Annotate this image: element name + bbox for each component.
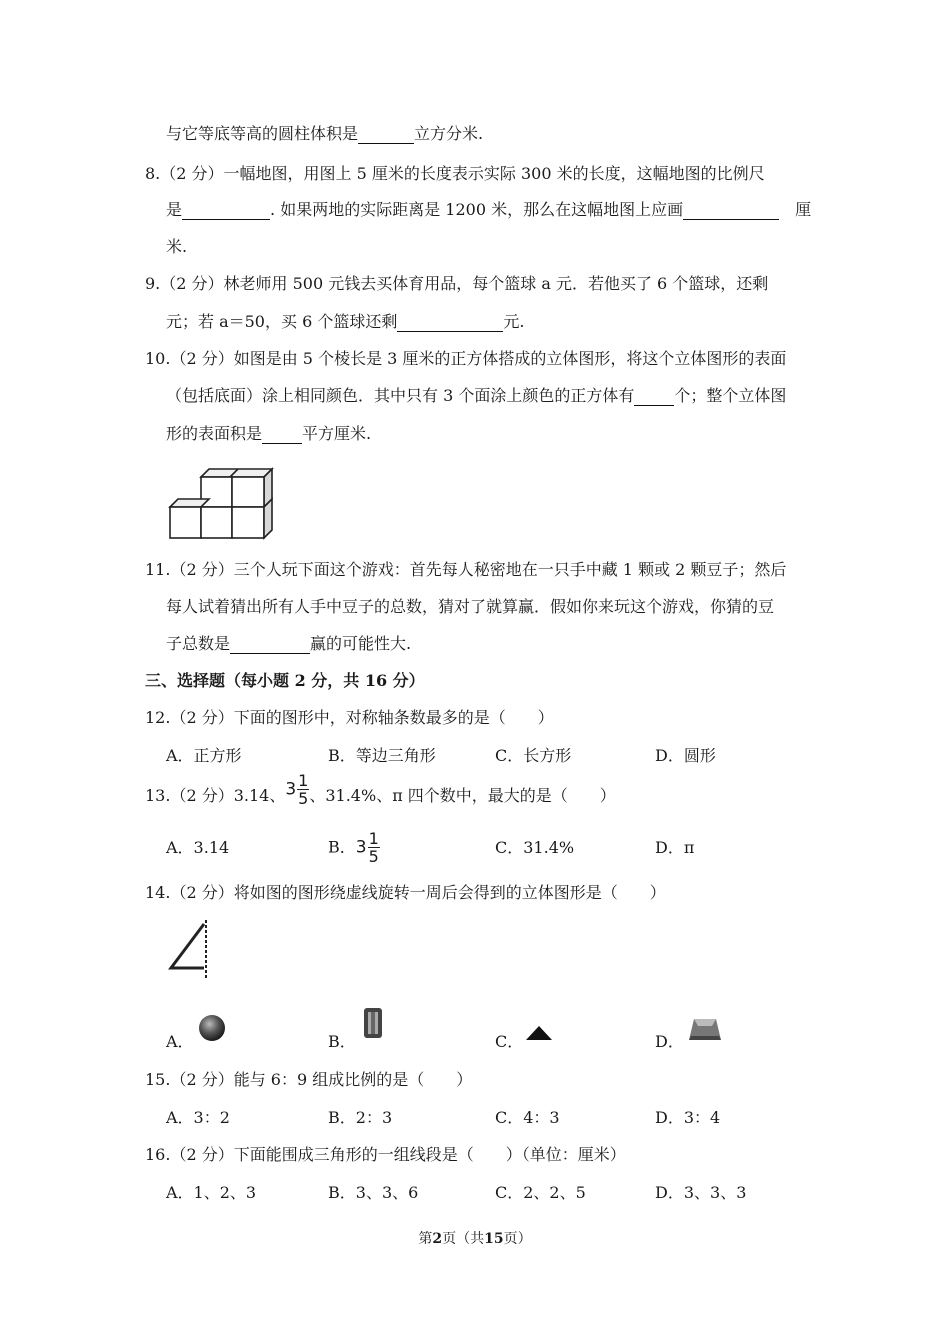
q10-text-a: （包括底面）涂上相同颜色．其中只有 3 个面涂上颜色的正方体有 [166,386,635,405]
page-number: 2 [432,1231,443,1247]
q12-stem: 12.（2 分）下面的图形中，对称轴条数最多的是（ ） [145,708,554,727]
q8-text-c: 厘 [795,200,812,219]
q13-text-b: 、31.4%、π 四个数中，最大的是（ ） [309,786,616,805]
q8-line2 [166,200,811,220]
q7-continuation [166,124,483,144]
q15-option-d[interactable]: D．3：4 [655,1108,721,1127]
cone-icon [524,1024,554,1044]
sphere-icon [196,1013,228,1043]
q12-option-a[interactable]: A．正方形 [166,746,242,765]
q16-option-a[interactable]: A．1、2、3 [166,1183,257,1202]
q11-answer-blank[interactable] [230,637,310,654]
q13-option-d[interactable]: D．π [655,838,695,857]
page-total: 15 [484,1231,504,1247]
q8-line3: 米. [166,237,188,256]
q8-text-a: 是 [166,200,183,219]
q11-line2: 每人试着猜出所有人手中豆子的总数，猜对了就算赢．假如你来玩这个游戏，你猜的豆 [166,597,775,616]
cube-stack-figure [168,464,278,540]
q14-option-a[interactable]: A． [166,1032,194,1051]
q8-text-b: . 如果两地的实际距离是 1200 米，那么在这幅地图上应画 [270,200,684,219]
page-footer: 第2页（共15页） [418,1231,532,1247]
q13-stem [145,771,616,808]
q14-option-c[interactable]: C． [495,1032,524,1051]
q10-cubes-blank[interactable] [634,389,674,406]
q10-text-c: 形的表面积是 [166,424,263,443]
q12-option-d[interactable]: D．圆形 [655,746,716,765]
q11-line3 [166,634,411,654]
q13-option-a[interactable]: A．3.14 [166,838,230,857]
section-title: 三、选择题（每小题 2 分，共 16 分） [145,671,425,690]
q10-line2 [166,386,786,406]
q13-option-c[interactable]: C．31.4% [495,838,575,857]
q14-option-b[interactable]: B． [328,1032,356,1051]
q7-text-b: 立方分米. [414,124,484,143]
q9-text-b: 元. [503,312,525,331]
q9-text-a: 元；若 a＝50，买 6 个篮球还剩 [166,312,398,331]
q15-stem: 15.（2 分）能与 6：9 组成比例的是（ ） [145,1070,473,1089]
q9-answer-blank[interactable] [397,315,503,332]
q10-line3 [166,424,371,444]
q11-text-a: 子总数是 [166,634,231,653]
q14-stem: 14.（2 分）将如图的图形绕虚线旋转一周后会得到的立体图形是（ ） [145,883,666,902]
q13-text-a: 13.（2 分）3.14、 [145,786,286,805]
q10-text-b: 个；整个立体图 [674,386,787,405]
q13-option-b[interactable]: B．3 $\frac{1}{5}$ [328,829,379,866]
q16-option-b[interactable]: B．3、3、6 [328,1183,419,1202]
q8-distance-blank[interactable] [683,203,779,220]
q10-area-blank[interactable] [262,427,302,444]
q13-mixed-number: 3 $\frac{1}{5}$ [285,771,309,808]
q8-line1: 8.（2 分）一幅地图，用图上 5 厘米的长度表示实际 300 米的长度，这幅地图的比例尺 [145,164,765,183]
q16-option-c[interactable]: C．2、2、5 [495,1183,586,1202]
q14-option-d[interactable]: D． [655,1032,684,1051]
q16-stem: 16.（2 分）下面能围成三角形的一组线段是（ ）（单位：厘米） [145,1145,626,1164]
q11-text-b: 赢的可能性大. [310,634,412,653]
q7-text-a: 与它等底等高的圆柱体积是 [166,124,359,143]
q9-line2 [166,312,524,332]
rotation-triangle-figure [166,918,216,980]
q13-option-b-fraction: 3 $\frac{1}{5}$ [355,829,379,866]
q15-option-b[interactable]: B．2：3 [328,1108,393,1127]
q8-scale-blank[interactable] [182,203,270,220]
q16-option-d[interactable]: D．3、3、3 [655,1183,747,1202]
q9-line1: 9.（2 分）林老师用 500 元钱去买体育用品，每个篮球 a 元．若他买了 6 个篮球，还剩 [145,274,769,293]
q15-option-a[interactable]: A．3：2 [166,1108,230,1127]
q10-line1: 10.（2 分）如图是由 5 个棱长是 3 厘米的正方体搭成的立体图形，将这个立体图形的表面 [145,349,787,368]
q12-option-b[interactable]: B．等边三角形 [328,746,436,765]
q7-answer-blank[interactable] [358,127,414,144]
q11-line1: 11.（2 分）三个人玩下面这个游戏：首先每人秘密地在一只手中藏 1 颗或 2 颗豆子；然后 [145,560,787,579]
q10-text-d: 平方厘米. [302,424,372,443]
frustum-icon [686,1014,724,1044]
cylinder-icon [358,1004,388,1042]
q12-option-c[interactable]: C．长方形 [495,746,572,765]
q15-option-c[interactable]: C．4：3 [495,1108,560,1127]
